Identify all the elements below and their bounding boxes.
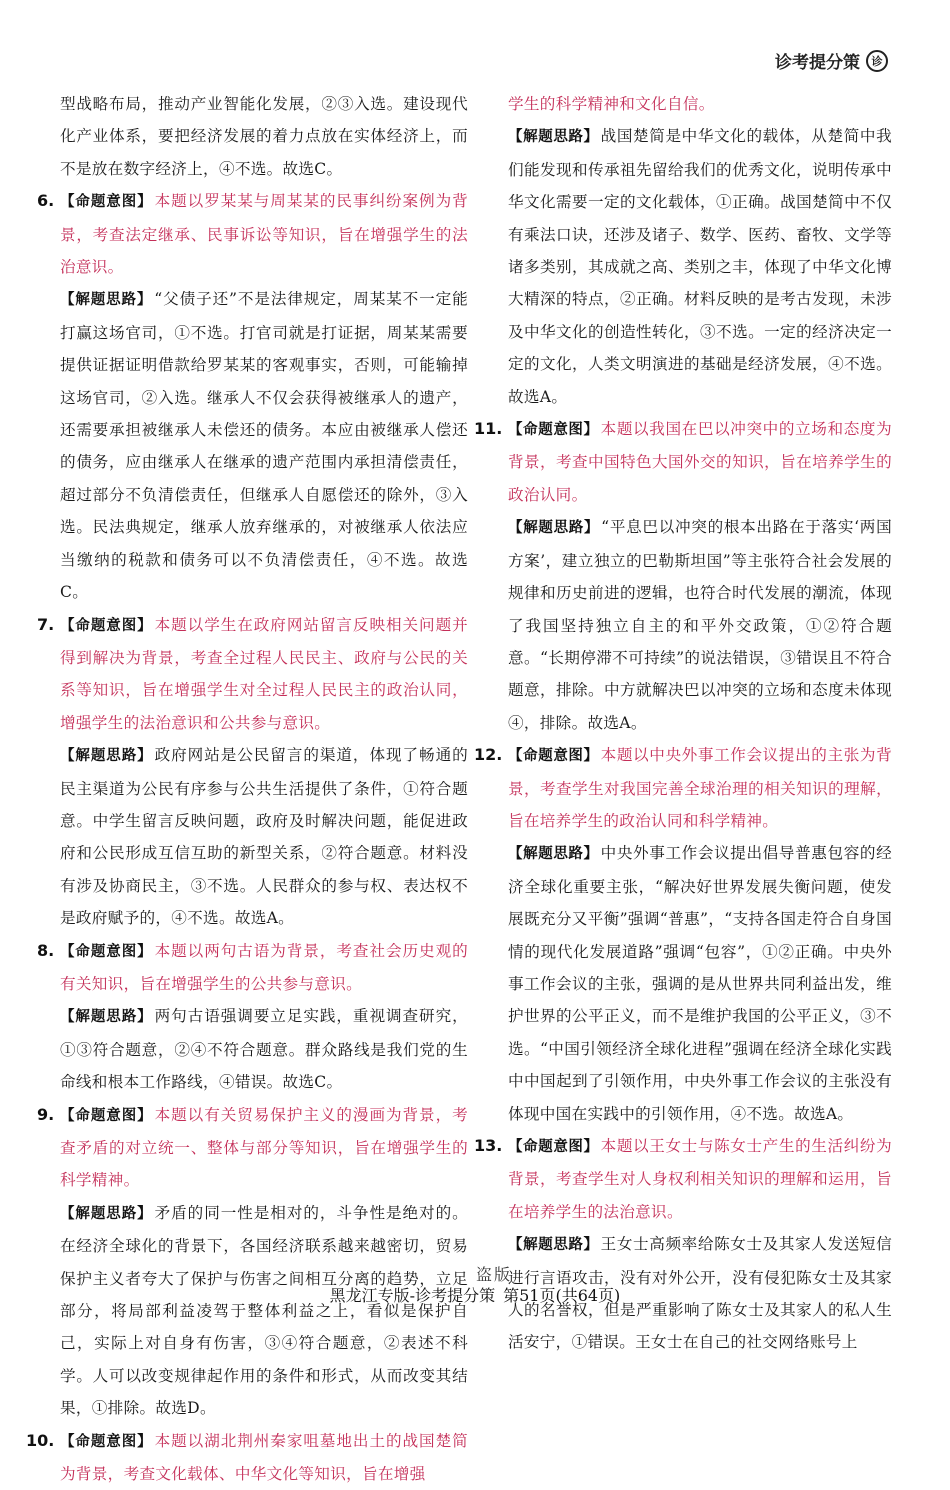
question-11 bbox=[474, 413, 892, 739]
question-6 bbox=[37, 185, 468, 608]
question-number: 10. bbox=[26, 1430, 55, 1450]
analysis-text: 中央外事工作会议提出倡导普惠包容的经济全球化重要主张，“解决好世界发展失衡问题，使发展既充分又平衡”强调“普惠”，“支持各国走符合自身国情的现代化发展道路”强调“包容”，①②正确。中央外事工作会议的主张，强调的是从世界共同利益出发，维护世界的公平正义，而不是维护我国的公平正义，③不选。“中国引领经济全球化进程”强调在经济全球化实践中中国起到了引领作用，中央外事工作会议的主张没有体现中国在实践中的引领作用，④不选。故选A。 bbox=[508, 844, 892, 1123]
continued-text: 型战略布局，推动产业智能化发展，②③入选。建设现代化产业体系，要把经济发展的着力点放在实体经济上，而不是放在数字经济上，④不选。故选C。 bbox=[60, 95, 468, 178]
analysis-text: “父债子还”不是法律规定，周某某不一定能打赢这场官司，①不选。打官司就是打证据，周某某需要提供证据证明借款给罗某某的客观事实，否则，可能输掉这场官司，②入选。继承人不仅会获得被继承人的遗产，还需要承担被继承人未偿还的债务。本应由被继承人偿还的债务，应由继承人在继承的遗产范围内承担清偿责任，超过部分不负清偿责任，但继承人自愿偿还的除外，③入选。民法典规定，继承人放弃继承的，对被继承人依法应当缴纳的税款和债务可以不负清偿责任，④不选。故选C。 bbox=[60, 290, 468, 602]
intent-text: 本题以湖北荆州秦家咀墓地出土的战国楚简为背景，考查文化载体、中华文化等知识，旨在增强 bbox=[60, 1431, 468, 1484]
analysis-tag: 【解题思路】 bbox=[60, 1205, 153, 1222]
question-9 bbox=[37, 1099, 468, 1425]
intent-text: 本题以有关贸易保护主义的漫画为背景，考查矛盾的对立统一、整体与部分等知识，旨在增强学生的科学精神。 bbox=[60, 1105, 468, 1190]
intent-text: 本题以两句古语为背景，考查社会历史观的有关知识，旨在增强学生的公共参与意识。 bbox=[60, 941, 468, 993]
analysis-tag: 【解题思路】 bbox=[508, 129, 599, 146]
question-number: 13. bbox=[474, 1136, 503, 1155]
question-number: 6. bbox=[37, 191, 55, 211]
question-number: 12. bbox=[474, 745, 503, 765]
analysis-text: 战国楚简是中华文化的载体，从楚简中我们能发现和传承祖先留给我们的优秀文化，说明传承中华文化需要一定的文化载体，①正确。战国楚简中不仅有乘法口诀，还涉及诸子、数学、医药、畜牧、文学等诸多类别，其成就之高、类别之丰，体现了中华文化博大精深的特点，②正确。材料反映的是考古发现，未涉及中华文化的创造性转化，③不选。一定的经济决定一定的文化，人类文明演进的基础是经济发展，④不选。故选A。 bbox=[508, 127, 892, 406]
question-8 bbox=[37, 935, 468, 1099]
intent-text: 本题以王女士与陈女士产生的生活纠纷为背景，考查学生对人身权利相关知识的理解和运用，旨在培养学生的法治意识。 bbox=[508, 1137, 892, 1221]
intent-tag: 【命题意图】 bbox=[60, 943, 153, 960]
intent-tag: 【命题意图】 bbox=[60, 617, 153, 634]
intent-text: 本题以罗某某与周某某的民事纠纷案例为背景，考查法定继承、民事诉讼等知识，旨在增强学生的法治意识。 bbox=[60, 192, 468, 277]
analysis-tag: 【解题思路】 bbox=[60, 292, 153, 309]
question-12 bbox=[474, 739, 892, 1130]
analysis-text: “平息巴以冲突的根本出路在于落实‘两国方案’，建立独立的巴勒斯坦国”等主张符合社会发展的规律和历史前进的逻辑，也符合时代发展的潮流，体现了我国坚持独立自主的和平外交政策，①②符合题意。“长期停滞不可持续”的说法错误，③错误且不符合题意，排除。中方就解决巴以冲突的立场和态度未体现④，排除。故选A。 bbox=[508, 518, 892, 732]
intent-tag: 【命题意图】 bbox=[508, 748, 599, 765]
analysis-tag: 【解题思路】 bbox=[508, 846, 599, 863]
question-number: 9. bbox=[37, 1104, 55, 1124]
page-number: 第51页(共64页) bbox=[503, 1286, 621, 1305]
analysis-tag: 【解题思路】 bbox=[60, 1009, 153, 1026]
question-number: 11. bbox=[474, 419, 503, 439]
brand-logo-icon: 诊 bbox=[866, 50, 888, 72]
analysis-text: 政府网站是公民留言的渠道，体现了畅通的民主渠道为公民有序参与公共生活提供了条件，①符合题意。中学生留言反映问题，政府及时解决问题，能促进政府和公民形成互信互助的新型关系，②符合题意。材料没有涉及协商民主，③不选。人民群众的参与权、表达权不是政府赋予的，④不选。故选A。 bbox=[60, 746, 468, 928]
analysis-text: 王女士高频率给陈女士及其家人发送短信进行言语攻击，没有对外公开，没有侵犯陈女士及其家人的名誉权，但是严重影响了陈女士及其家人的私人生活安宁，①错误。王女士在自己的社交网络账号上 bbox=[508, 1235, 892, 1352]
q10-intent-continued: 学生的科学精神和文化自信。 bbox=[508, 95, 715, 113]
brand-name: 诊考提分策 bbox=[775, 53, 860, 73]
footer-edition: 黑龙江专版-诊考提分策 bbox=[329, 1286, 496, 1305]
page-footer bbox=[0, 1283, 950, 1306]
analysis-text: 矛盾的同一性是相对的，斗争性是绝对的。在经济全球化的背景下，各国经济联系越来越密切，贸易保护主义者夸大了保护与伤害之间相互分离的趋势，立足部分，将局部利益凌驾于整体利益之上，看似是保护自己，实际上对自身有伤害，③④符合题意，②表述不科学。人可以改变规律起作用的条件和形式，从而改变其结果，①排除。故选D。 bbox=[60, 1203, 468, 1418]
watermark-stamp: 盗版 bbox=[476, 1265, 513, 1284]
intent-tag: 【命题意图】 bbox=[60, 1107, 153, 1124]
intent-tag: 【命题意图】 bbox=[508, 1139, 599, 1155]
intent-tag: 【命题意图】 bbox=[60, 194, 153, 211]
question-number: 8. bbox=[37, 940, 55, 960]
intent-text: 本题以我国在巴以冲突中的立场和态度为背景，考查中国特色大国外交的知识，旨在培养学生的政治认同。 bbox=[508, 420, 892, 504]
analysis-text: 两句古语强调要立足实践，重视调查研究，①③符合题意，②④不符合题意。群众路线是我们党的生命线和根本工作路线，④错误。故选C。 bbox=[60, 1007, 468, 1092]
intent-tag: 【命题意图】 bbox=[60, 1433, 153, 1450]
page-header bbox=[775, 48, 888, 73]
intent-text: 本题以中央外事工作会议提出的主张为背景，考查学生对我国完善全球治理的相关知识的理解，旨在培养学生的政治认同和科学精神。 bbox=[508, 746, 892, 830]
question-10 bbox=[26, 1425, 468, 1490]
intent-tag: 【命题意图】 bbox=[508, 422, 599, 439]
analysis-tag: 【解题思路】 bbox=[508, 520, 600, 537]
analysis-tag: 【解题思路】 bbox=[60, 748, 153, 765]
intent-text: 本题以学生在政府网站留言反映相关问题并得到解决为背景，考查全过程人民民主、政府与公民的关系等知识，旨在增强学生对全过程人民民主的政治认同，增强学生的法治意识和公共参与意识。 bbox=[60, 615, 468, 732]
left-column bbox=[26, 88, 468, 1490]
question-number: 7. bbox=[37, 614, 55, 634]
analysis-tag: 【解题思路】 bbox=[508, 1237, 599, 1254]
question-7 bbox=[37, 609, 468, 935]
